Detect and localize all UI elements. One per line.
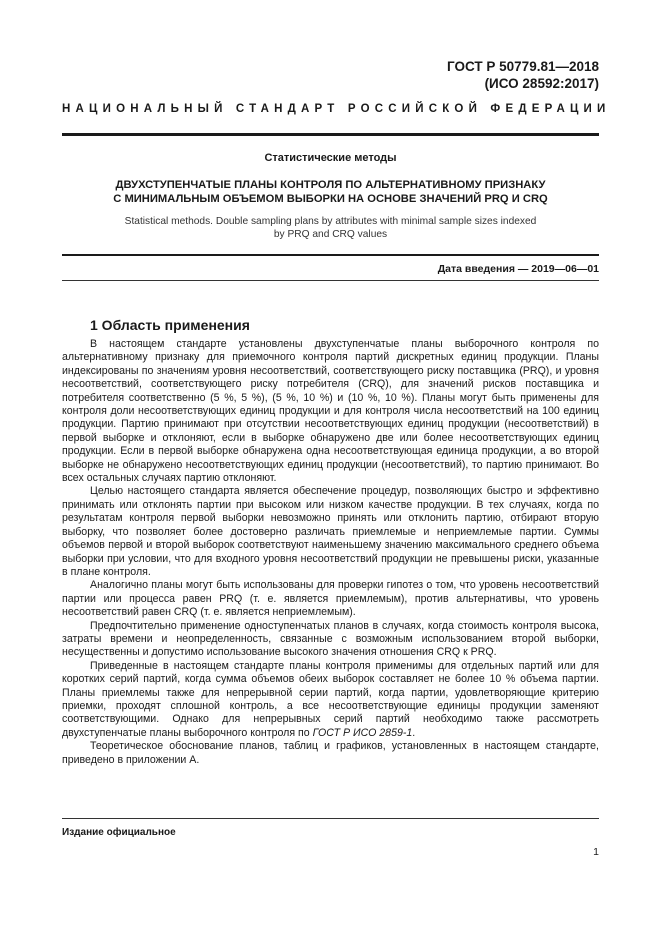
english-title-line-2: by PRQ and CRQ values: [273, 229, 388, 240]
page-number: 1: [593, 846, 599, 858]
iso-number: (ИСО 28592:2017): [484, 76, 599, 91]
paragraph-with-reference: [62, 660, 599, 740]
document-title: [62, 178, 599, 206]
english-title-line-1: Statistical methods. Double sampling plans by attributes with minimal sample sizes indexed: [124, 216, 537, 227]
paragraph: Аналогично планы могут быть использованы для проверки гипотез о том, что уровень несоответствий партии или процесса равен PRQ (т. е. является приемлемым), против альтернативы, что уровень несоответствий равен CRQ (т. е. является неприемлемым).: [62, 579, 599, 619]
reference-tail: .: [412, 726, 416, 739]
paragraph: Теоретическое обоснование планов, таблиц и графиков, установленных в настоящем стандарте, приведено в приложении А.: [62, 740, 599, 766]
paragraph: Предпочтительно применение одноступенчатых планов в случаях, когда стоимость контроля высока, затраты времени и неопределенность, связанные с возможным использованием второй выборки, несущественны и допустимо использование высокого значения отношения CRQ к PRQ.: [62, 619, 599, 659]
standard-number-block: [447, 58, 599, 92]
paragraph: В настоящем стандарте установлены двухступенчатые планы выборочного контроля по альтернативному признаку для приемочного контроля партий дискретных единиц продукции. Планы индексированы по значениям уровня несоответствий, соответствующего риску поставщика (PRQ), и уровня несоответствий, соответствующего риску потребителя (CRQ), для значений рисков поставщика и потребителя соответственно (5 %, 5 %), (5 %, 10 %) и (10 %, 10 %). Планы могут быть применены для контроля доли несоответствующих единиц продукции и для контроля числа несоответствий на 100 единиц продукции. Партию принимают при отсутствии несоответствующих единиц продукции (несоответствий) в первой выборке и отклоняют, если в выборке обнаружено две или более несоответствующих единиц продукции. Если в первой выборке обнаружена одна несоответствующая единица продукции, а во второй выборке не обнаружено несоответствующих единиц продукции (несоответствий), то партию принимают. Во всех остальных случаях партию отклоняют.: [62, 338, 599, 485]
title-line-2: С МИНИМАЛЬНЫМ ОБЪЕМОМ ВЫБОРКИ НА ОСНОВЕ ЗНАЧЕНИЙ PRQ И CRQ: [113, 193, 548, 205]
section-heading: 1 Область применения: [90, 317, 250, 333]
footer-divider: [62, 818, 599, 819]
paragraph-text: Приведенные в настоящем стандарте планы контроля применимы для отдельных партий или для коротких серий партий, когда сумма объемов обеих выборок составляет не более 10 % объема партии. Планы приемлемы также для непрерывной серии партий, когда партии, удовлетворяющие критерию приемки, проходят сплошной контроль, а все несоответствующие единицы продукции заменяют соответствующими. Однако для непрерывных серий партий необходимо также рассмотреть двухступенчатые планы выборочного контроля по: [62, 659, 599, 739]
title-line-1: ДВУХСТУПЕНЧАТЫЕ ПЛАНЫ КОНТРОЛЯ ПО АЛЬТЕРНАТИВНОМУ ПРИЗНАКУ: [115, 179, 546, 191]
document-subtitle: Статистические методы: [264, 152, 397, 164]
english-title: [62, 215, 599, 241]
paragraph: Целью настоящего стандарта является обеспечение процедур, позволяющих быстро и эффективно принимать или отклонять партии при высоком или низком качестве продукции. В тех случаях, когда по результатам контроля первой выборки невозможно принять или отклонить партию, отбирают вторую выборку, что позволяет более достоверно различать приемлемые и неприемлемые партии. Суммы объемов первой и второй выборок соответствуют наименьшему значению максимального среднего объема выборки при условии, что для входного уровня несоответствий продукции не превышены риски, указанные в плане контроля.: [62, 485, 599, 578]
national-standard-line: НАЦИОНАЛЬНЫЙ СТАНДАРТ РОССИЙСКОЙ ФЕДЕРАЦИИ: [62, 103, 611, 115]
section-body: [62, 338, 599, 767]
header-divider: [62, 133, 599, 136]
edition-label: Издание официальное: [62, 827, 176, 838]
title-divider: [62, 254, 599, 256]
standard-reference: ГОСТ Р ИСО 2859-1: [312, 726, 413, 739]
standard-number: ГОСТ Р 50779.81—2018: [447, 59, 599, 74]
date-divider: [62, 280, 599, 281]
introduction-date: Дата введения — 2019—06—01: [437, 263, 599, 275]
